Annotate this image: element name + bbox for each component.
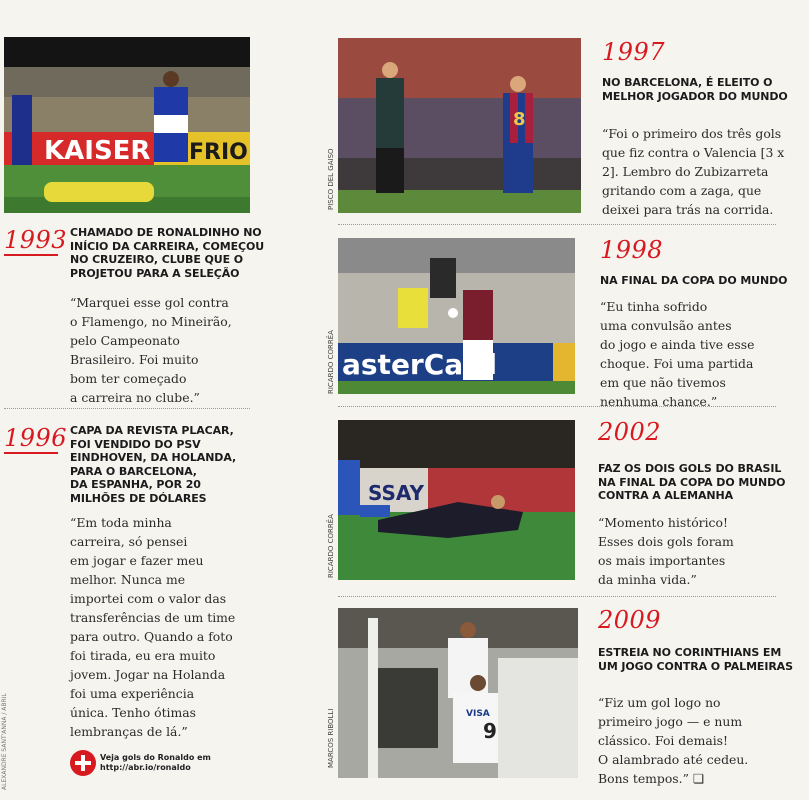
headline-line: INÍCIO DA CARREIRA, COMEÇOU <box>70 239 265 253</box>
quote-line: O alambrado até cedeu. <box>598 752 749 767</box>
year-1993: 1993 <box>4 226 68 254</box>
quote-line: que fiz contra o Valencia [3 x <box>602 145 785 160</box>
quote-line: Brasileiro. Foi muito <box>70 352 199 367</box>
quote-1997 <box>602 124 784 219</box>
quote-line: carreira, só pensei <box>70 534 188 549</box>
banner-2002-text: SSAY <box>368 481 424 505</box>
divider <box>338 596 776 597</box>
quote-line: pelo Campeonato <box>70 333 180 348</box>
quote-line: em que não tivemos <box>600 375 726 390</box>
headline-line: DA ESPANHA, POR 20 <box>70 478 201 491</box>
quote-line: importei com o valor das <box>70 591 227 606</box>
headline-line: MILHÕES DE DÓLARES <box>70 491 207 505</box>
headline-1998 <box>600 274 787 288</box>
side-credit: ALEXANDRE SANT'ANNA / ABRIL <box>1 693 8 790</box>
headline-line: FAZ OS DOIS GOLS DO BRASIL <box>598 462 782 475</box>
banner-1993-text-b: FRIO <box>189 140 248 165</box>
quote-line: deixei para trás na corrida. <box>602 202 774 217</box>
headline-line: NO CRUZEIRO, CLUBE QUE O <box>70 253 243 266</box>
headline-line: CONTRA A ALEMANHA <box>598 489 734 502</box>
banner-1993-text: KAISER <box>44 136 151 166</box>
photo-credit-1997: PISCO DEL GAISO <box>327 148 335 210</box>
headline-1993 <box>70 226 264 280</box>
quote-line: os mais importantes <box>598 553 726 568</box>
photo-1997 <box>338 38 581 213</box>
headline-line: NA FINAL DA COPA DO MUNDO <box>600 274 788 287</box>
quote-line: em jogar e fazer meu <box>70 553 204 568</box>
photo-2009 <box>338 608 578 778</box>
quote-line: jovem. Jogar na Holanda <box>70 667 226 682</box>
headline-line: PARA O BARCELONA, <box>70 464 197 478</box>
year-2009: 2009 <box>598 606 662 634</box>
headline-line: NO BARCELONA, É ELEITO O <box>602 76 773 89</box>
quote-2009 <box>598 693 748 788</box>
quote-line: para outro. Quando a foto <box>70 629 233 644</box>
quote-line: “Momento histórico! <box>598 515 728 530</box>
jersey-number-1997: 8 <box>513 109 526 130</box>
year-1998: 1998 <box>600 236 664 264</box>
quote-line: nenhuma chance.” <box>600 394 718 409</box>
headline-line: UM JOGO CONTRA O PALMEIRAS <box>598 659 793 673</box>
divider <box>338 224 776 225</box>
footer-text <box>100 753 211 773</box>
quote-line: “Marquei esse gol contra <box>70 295 229 310</box>
photo-1998 <box>338 238 575 394</box>
play-link[interactable] <box>70 750 240 780</box>
quote-line: clássico. Foi demais! <box>598 733 729 748</box>
quote-line: 2]. Lembro do Zubizarreta <box>602 164 769 179</box>
photo-credit-2002: RICARDO CORRÊA <box>327 514 335 578</box>
quote-1998 <box>600 297 754 411</box>
headline-line: CAPA DA REVISTA PLACAR, <box>70 424 234 437</box>
jersey-number-2009: 9 <box>483 719 497 743</box>
footer-line: Veja gols do Ronaldo em <box>100 753 211 762</box>
quote-line: transferências de um time <box>70 610 236 625</box>
headline-line: MELHOR JOGADOR DO MUNDO <box>602 89 788 103</box>
headline-line: CHAMADO DE RONALDINHO NO <box>70 226 262 239</box>
quote-2002 <box>598 513 734 589</box>
headline-2009 <box>598 646 793 673</box>
year-2002: 2002 <box>598 418 662 446</box>
photo-credit-1998: RICARDO CORRÊA <box>327 330 335 394</box>
headline-1997 <box>602 76 788 103</box>
headline-line: NA FINAL DA COPA DO MUNDO <box>598 475 786 489</box>
quote-line: “Foi o primeiro dos três gols <box>602 126 782 141</box>
year-underline-1996 <box>4 452 58 454</box>
headline-line: FOI VENDIDO DO PSV <box>70 437 201 451</box>
photo-2002 <box>338 420 575 580</box>
quote-line: primeiro jogo — e num <box>598 714 743 729</box>
headline-line: EINDHOVEN, DA HOLANDA, <box>70 451 237 464</box>
quote-line: o Flamengo, no Mineirão, <box>70 314 232 329</box>
jersey-sponsor-2009: VISA <box>466 709 490 719</box>
photo-credit-2009: MARCOS RIBOLLI <box>327 708 335 768</box>
quote-line: Bons tempos.” ❏ <box>598 771 704 786</box>
quote-line: melhor. Nunca me <box>70 572 186 587</box>
quote-line: “Eu tinha sofrido <box>600 299 708 314</box>
quote-1993 <box>70 293 232 407</box>
quote-line: Esses dois gols foram <box>598 534 734 549</box>
quote-line: lembranças de lá.” <box>70 724 188 739</box>
quote-line: “Fiz um gol logo no <box>598 695 721 710</box>
headline-1996 <box>70 424 236 505</box>
quote-line: do jogo e ainda tive esse <box>600 337 755 352</box>
headline-2002 <box>598 462 785 503</box>
quote-line: “Em toda minha <box>70 515 172 530</box>
divider <box>4 408 250 409</box>
quote-1996 <box>70 513 235 741</box>
plus-icon <box>70 750 96 776</box>
quote-line: bom ter começado <box>70 371 187 386</box>
quote-line: gritando com a zaga, que <box>602 183 762 198</box>
year-underline-1993 <box>4 254 58 256</box>
headline-line: PROJETOU PARA A SELEÇÃO <box>70 266 240 280</box>
quote-line: choque. Foi uma partida <box>600 356 754 371</box>
quote-line: única. Tenho ótimas <box>70 705 197 720</box>
headline-line: ESTREIA NO CORINTHIANS EM <box>598 646 782 659</box>
quote-line: uma convulsão antes <box>600 318 732 333</box>
year-1997: 1997 <box>602 38 666 66</box>
quote-line: foi tirada, eu era muito <box>70 648 216 663</box>
quote-line: da minha vida.” <box>598 572 697 587</box>
banner-1998-text: asterCard <box>342 348 498 381</box>
quote-line: foi uma experiência <box>70 686 195 701</box>
footer-url[interactable]: http://abr.io/ronaldo <box>100 763 191 772</box>
divider <box>338 406 776 407</box>
quote-line: a carreira no clube.” <box>70 390 200 405</box>
photo-1993 <box>4 37 250 213</box>
year-1996: 1996 <box>4 424 68 452</box>
